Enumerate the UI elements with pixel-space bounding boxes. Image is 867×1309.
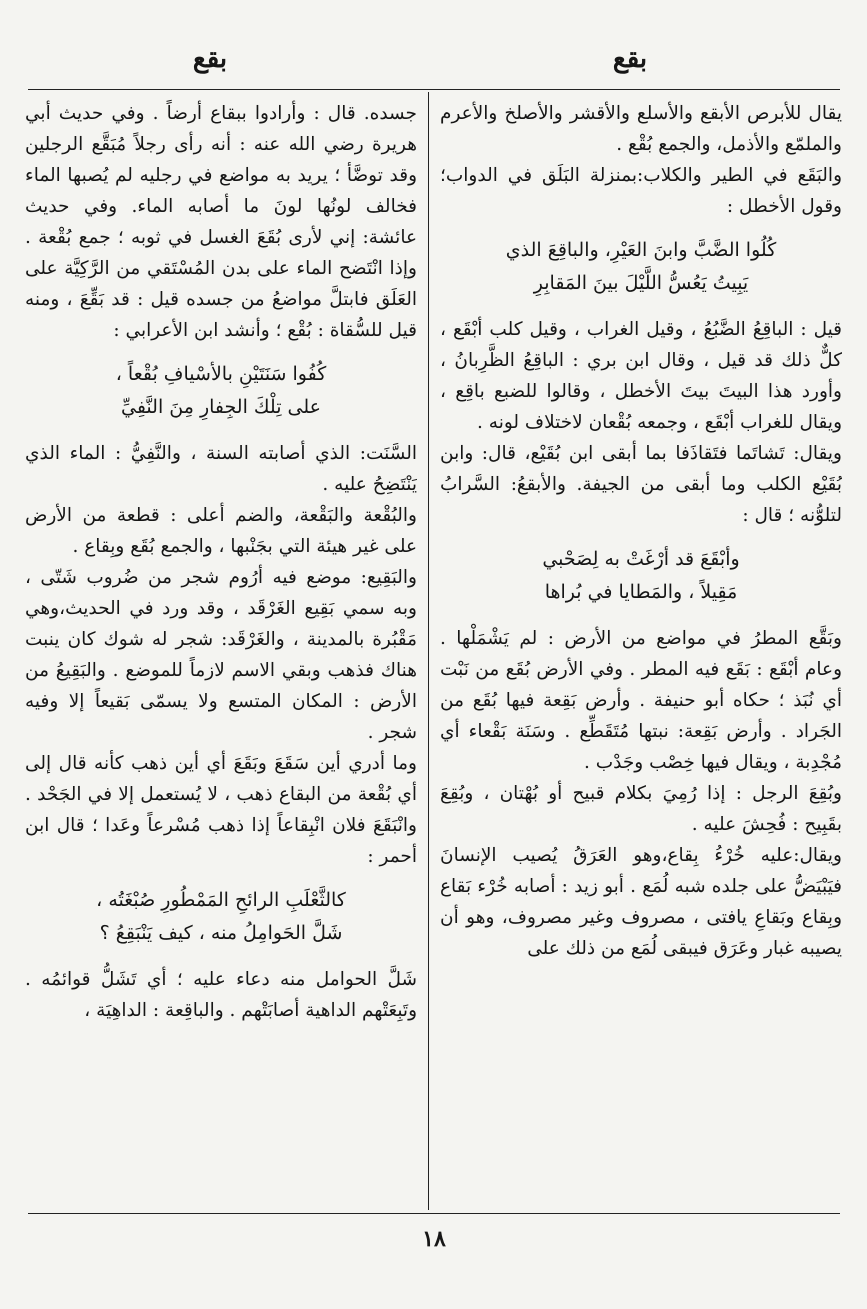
verse-line: شَلَّ الحَوامِلُ منه ، كيف يَنْبَقِعُ ؟ [99, 922, 343, 944]
paragraph: جسده. قال : وأرادوا ببقاع أرضاً . وفي حديث أبي هريرة رضي الله عنه : أنه رأى رجلاً مُبَقَّع الرجلين وقد توضَّأ ؛ يريد به مواضع في رجليه لم يُصبها الماء فخالف لونُها لونَ ما أصابه الماء. وفي حديث عائشة: إني لأرى بُقَعَ الغسل في ثوبه ؛ جمع بُقْعة . وإذا انْتَضح الماء على بدن المُسْتَقي من الرَّكِيَّة على العَلَق فابتلَّ مواضعُ من جسده قيل : قد بَقِّعَ ، ومنه قيل للسُّقاة : بُقْع ؛ وأنشد ابن الأعرابي : [25, 103, 417, 341]
verse-line: كالثَّعْلَبِ الرائحِ المَمْطُورِ صُبْغَتُه ، [96, 889, 346, 911]
paragraph: وبُقِعَ الرجل : إذا رُمِيَ بكلام قبيح أو بُهْتان ، وبُقِعَ بقَبِيح : فُحِشَ عليه . [440, 783, 842, 835]
verse-line: على تِلْكَ الجِفارِ مِنَ النَّفِيِّ [120, 396, 321, 418]
verse-line: كُلُوا الضَّبَّ وابنَ العَيْرِ، والباقِعَ الذي [505, 239, 777, 261]
right-column [440, 98, 842, 1208]
verse [25, 358, 417, 424]
header-rule [28, 89, 840, 90]
column-divider [428, 92, 429, 1210]
verse-line: وأبْقَعَ قد أرْغَتْ به لِصَحْبي [542, 548, 740, 570]
paragraph: والبَقَع في الطير والكلاب:بمنزلة البَلَق في الدواب؛ وقول الأخطل : [440, 165, 842, 217]
verse [440, 234, 842, 300]
paragraph: قيل : الباقِعُ الضَّبُعُ ، وقيل الغراب ، وقيل كلب أبْقَع ، كلٌّ ذلك قد قيل ، وقال ابن بري : الباقِعُ الظَّرِبانُ ، وأورد هذا البيتَ بيتَ الأخطل ، وقالوا للضبع باقِع ، ويقال للغراب أبْقَع ، وجمعه بُقْعان لاختلاف لونه . [440, 319, 842, 433]
running-header-right: بقع [612, 44, 648, 74]
paragraph: وبَقَّع المطرُ في مواضع من الأرض : لم يَشْمَلْها . وعام أبْقَع : بَقَع فيه المطر . وفي الأرض بُقَع من نَبْت أي نُبَذ ؛ حكاه أبو حنيفة . وأرض بَقِعة فيها بُقَع من الجَراد . وأرض بَقِعة: نبتها مُتَقَطِّع . وسَنَة بَقْعاء أي مُجْدِبة ، ويقال فيها خِصْب وجَدْب . [440, 628, 842, 773]
paragraph: والبُقْعة والبَقْعة، والضم أعلى : قطعة من الأرض على غير هيئة التي بجَنْبها ، والجمع بُقَع وبِقاع . [25, 505, 417, 557]
paragraph: ويقال: تَشاتَما فتَقاذَفا بما أبقى ابن بُقَيْع، قال: وابن بُقَيْع الكلب وما أبقى من الجيفة. والأبقعُ: السَّرابُ لتلوُّنه ؛ قال : [440, 443, 842, 526]
paragraph: والبَقِيع: موضع فيه أرُوم شجر من ضُروب شَتّى ، وبه سمي بَقِيع الغَرْقَد ، وقد ورد في الحديث،وهي مَقْبُرة بالمدينة ، والغَرْقَد: شجر له شوك كان ينبت هناك فذهب وبقي الاسم لازماً للموضع . والبَقِيعُ من الأرض : المكان المتسع ولا يسمّى بَقيعاً إلا وفيه شجر . [25, 567, 417, 743]
verse-line: كُفُوا سَنَتَيْنِ بالأسْيافِ بُقْعاً ، [115, 363, 327, 385]
footer-rule [28, 1213, 840, 1214]
running-header-left: بقع [192, 44, 228, 74]
paragraph: السَّنَت: الذي أصابته السنة ، والنَّفِيُّ : الماء الذي يَنْتَضِحُ عليه . [25, 443, 417, 495]
paragraph: يقال للأبرص الأبقع والأسلع والأقشر والأصلخ والأعرم والملمّع والأذمل، والجمع بُقْع . [440, 103, 842, 155]
verse-line: يَبِيتُ يَعُسُّ اللَّيْلَ بينَ المَقابِرِ [533, 272, 749, 294]
paragraph: ويقال:عليه خُرْءُ بِقاع،وهو العَرَقُ يُصيب الإنسانَ فيَبْيَضُّ على جلده شبه لُمَع . أبو زيد : أصابه خُرْء بَقاع وبِقاع وبَقاعِ يافتى ، مصروف وغير مصروف، وهو أن يصيبه غبار وعَرَق فيبقى لُمَع من ذلك على [440, 845, 842, 959]
verse [25, 884, 417, 950]
left-column [25, 98, 417, 1208]
verse [440, 543, 842, 609]
verse-line: مَقِيلاً ، والمَطايا في بُراها [544, 581, 738, 603]
paragraph: شَلَّ الحوامل منه دعاء عليه ؛ أي تَشَلُّ قوائمُه . وتَبِعَتْهم الداهية أصابَتْهم . والباقِعة : الداهِيَة ، [25, 969, 417, 1021]
paragraph: وما أدري أين سَقَعَ وبَقَعَ أي أين ذهب كأنه قال إلى أي بُقْعة من البقاع ذهب ، لا يُستعمل إلا في الجَحْد . وانْبَقَعَ فلان انْبِقاعاً إذا ذهب مُسْرعاً وعَدا ؛ قال ابن أحمر : [25, 753, 417, 867]
page-number: ١٨ [422, 1226, 446, 1252]
